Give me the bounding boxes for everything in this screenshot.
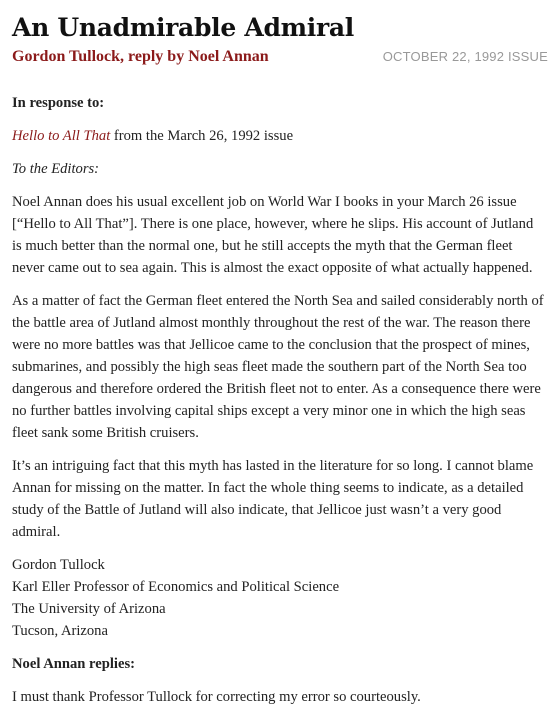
salutation: To the Editors: bbox=[12, 161, 100, 177]
signature-location: Tucson, Arizona bbox=[12, 623, 108, 639]
reply-heading: Noel Annan replies: bbox=[12, 656, 135, 672]
signature-institution: The University of Arizona bbox=[12, 601, 166, 617]
article-byline[interactable]: Gordon Tullock, reply by Noel Annan bbox=[12, 48, 269, 65]
issue-date[interactable]: OCTOBER 22, 1992 ISSUE bbox=[382, 49, 548, 64]
reply-paragraph: I must thank Professor Tullock for correcting my error so courteously. bbox=[12, 689, 421, 705]
signature-name: Gordon Tullock bbox=[12, 557, 105, 573]
signature-block bbox=[12, 554, 546, 642]
response-heading: In response to: bbox=[12, 95, 105, 111]
response-reference-suffix: from the March 26, 1992 issue bbox=[110, 128, 294, 144]
letter-paragraph-2: As a matter of fact the German fleet entered the North Sea and sailed considerably north of the battle area of Jutland almost monthly throughout the rest of the war. The reason there were no more battles was that Jellicoe came to the conclusion that the prospect of mines, submarines, and possibly the high seas fleet made the southern part of the North Sea too dangerous and therefore ordered the British fleet not to enter. As a consequence there were no further battles involving capital ships except a very minor one in which the high seas fleet sank some British cruisers. bbox=[12, 293, 544, 441]
response-reference bbox=[12, 125, 546, 147]
response-reference-link[interactable]: Hello to All That bbox=[12, 128, 111, 144]
article-title: An Unadmirable Admiral bbox=[12, 13, 354, 42]
signature-position: Karl Eller Professor of Economics and Political Science bbox=[12, 579, 340, 595]
letter-paragraph-3: It’s an intriguing fact that this myth has lasted in the literature for so long. I cannot blame Annan for missing on the matter. In fact the whole thing seems to indicate, as a detailed study of the Battle of Jutland will also indicate, that Jellicoe just wasn’t a very good admiral. bbox=[12, 458, 534, 540]
letter-paragraph-1: Noel Annan does his usual excellent job on World War I books in your March 26 issue [“Hello to All That”]. There is one place, however, where he slips. His account of Jutland is much better than the normal one, but he still accepts the myth that the German fleet never came out to sea again. This is almost the exact opposite of what actually happened. bbox=[12, 194, 534, 276]
article-body bbox=[12, 92, 546, 719]
